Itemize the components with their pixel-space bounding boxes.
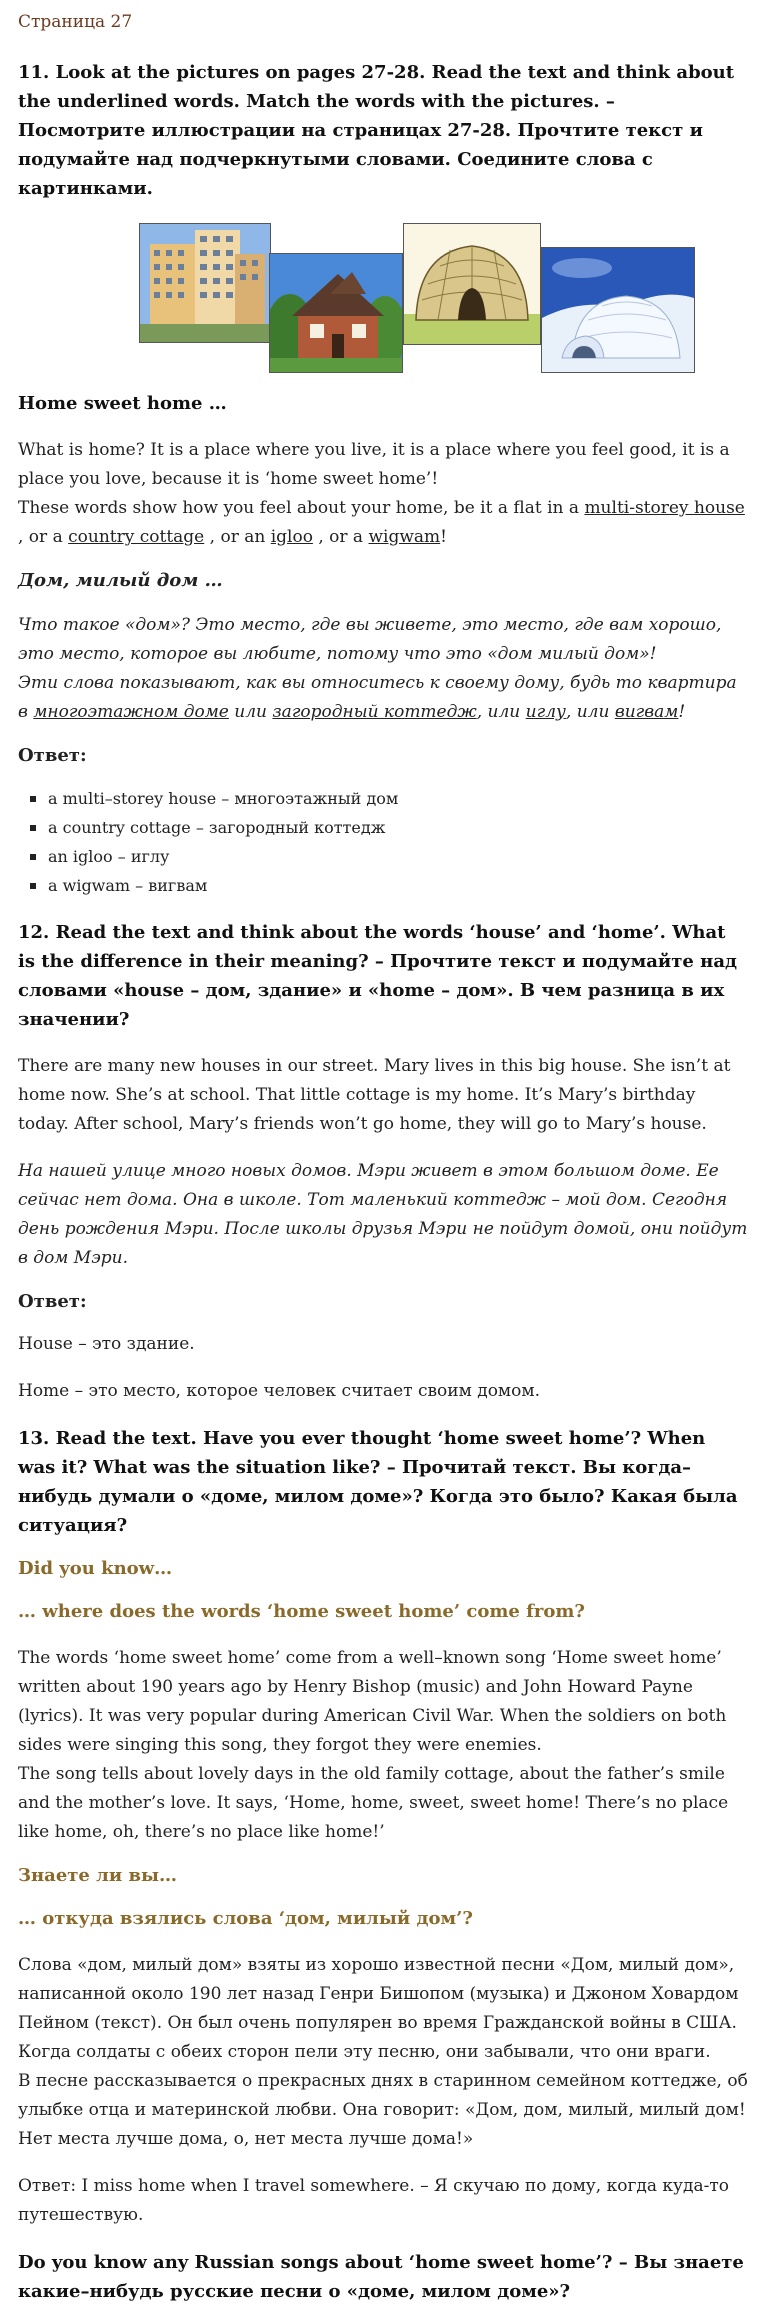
text-en-line-2d: , or a xyxy=(312,527,369,547)
task-13-text-ru-2: В песне рассказывается о прекрасных днях в старинном семейном коттедже, об улыбке отца и материнской любви. Она говорит: «Дом, дом, милый, милый дом! Нет места лучше дома, о, нет места лучше дома!» xyxy=(18,2071,748,2149)
underlined-ru-2: загородный коттедж xyxy=(272,702,477,722)
task-11-heading: 11. Look at the pictures on pages 27-28. Read the text and think about the underlined words. Match the words with the pictures. – Посмотрите иллюстрации на страницах 27-28. Прочтите текст и подумайте над подчеркнутыми словами. Соедините слова с картинками. xyxy=(18,62,735,199)
text-en-line-2b: , or a xyxy=(18,527,69,547)
text-ru-line-2e: ! xyxy=(678,702,686,722)
text-en-line-2e: ! xyxy=(440,527,447,547)
underlined-wigwam: wigwam xyxy=(368,527,441,547)
list-item: a wigwam – вигвам xyxy=(48,871,748,900)
list-item: a multi–storey house – многоэтажный дом xyxy=(48,784,748,813)
task-12-heading: 12. Read the text and think about the words ‘house’ and ‘home’. What is the difference in their meaning? – Прочтите текст и подумайте над словами «house – дом, здание» и «home – дом». В чем разница в их значении? xyxy=(18,922,737,1030)
answer-list-11 xyxy=(18,784,748,900)
task-12-text-en: There are many new houses in our street. Mary lives in this big house. She isn’t at home now. She’s at school. That little cottage is my home. It’s Mary’s birthday today. After school, Mary’s friends won’t go home, they will go to Mary’s house. xyxy=(18,1056,731,1134)
underlined-igloo: igloo xyxy=(270,527,313,547)
text-en-line-2a: These words show how you feel about your home, be it a flat in a xyxy=(18,498,585,518)
underlined-ru-4: вигвам xyxy=(614,702,679,722)
multi-storey-house-picture xyxy=(139,223,271,343)
text-en-line-2c: , or an xyxy=(204,527,271,547)
task-14-heading: Do you know any Russian songs about ‘home sweet home’? – Вы знаете какие–нибудь русские песни о «доме, милом доме»? xyxy=(18,2252,744,2302)
list-item: an igloo – иглу xyxy=(48,842,748,871)
text-en-paragraph xyxy=(18,436,748,552)
text-ru-line-2b: или xyxy=(228,702,273,722)
text-ru-paragraph xyxy=(18,611,748,727)
task-13-text-en-1: The words ‘home sweet home’ come from a well–known song ‘Home sweet home’ written about 190 years ago by Henry Bishop (music) and John Howard Payne (lyrics). It was very popular during American Civil War. When the soldiers on both sides were singing this song, they forgot they were enemies. xyxy=(18,1648,727,1755)
wigwam-picture xyxy=(403,223,541,345)
igloo-picture xyxy=(541,247,695,373)
answer-label-12: Ответ: xyxy=(18,1291,87,1312)
did-you-know-heading: Did you know… xyxy=(18,1558,173,1579)
text-ru-line-2a: Эти слова показывают, как вы относитесь к своему дому, будь то квартира в xyxy=(18,673,737,722)
underlined-ru-1: многоэтажном доме xyxy=(33,702,229,722)
otkuda-heading: … откуда взялись слова ‘дом, милый дом’? xyxy=(18,1908,473,1929)
task-12-answer-2: Home – это место, которое человек считает своим домом. xyxy=(18,1381,541,1401)
underlined-ru-3: иглу xyxy=(525,702,566,722)
text-ru-line-1: Что такое «дом»? Это место, где вы живете, это место, где вам хорошо, это место, которое вы любите, потому что это «дом милый дом»! xyxy=(18,615,722,664)
underlined-country-cottage: country cottage xyxy=(68,527,205,547)
task-13-text-en-2: The song tells about lovely days in the old family cottage, about the father’s smile and the mother’s love. It says, ‘Home, home, sweet, sweet home! There’s no place like home, oh, there’s no place like home!’ xyxy=(18,1764,729,1842)
text-ru-line-2c: , или xyxy=(476,702,526,722)
text-ru-line-2d: , или xyxy=(565,702,615,722)
page-label: Страница 27 xyxy=(18,12,133,32)
task-13-text-en xyxy=(18,1644,748,1847)
list-item: a country cottage – загородный коттедж xyxy=(48,813,748,842)
pictures-strip xyxy=(73,221,693,371)
where-from-heading: … where does the words ‘home sweet home’ come from? xyxy=(18,1601,585,1622)
text-title-ru: Дом, милый дом … xyxy=(18,570,223,591)
task-12-answer-1: House – это здание. xyxy=(18,1334,195,1354)
task-13-heading: 13. Read the text. Have you ever thought ‘home sweet home’? When was it? What was the situation like? – Прочитай текст. Вы когда–нибудь думали о «доме, милом доме»? Когда это было? Какая была ситуация? xyxy=(18,1428,738,1536)
task-13-text-ru-1: Слова «дом, милый дом» взяты из хорошо известной песни «Дом, милый дом», написанной около 190 лет назад Генри Бишопом (музыка) и Джоном Ховардом Пейном (текст). Он был очень популярен во время Гражданской войны в США. Когда солдаты с обеих сторон пели эту песню, они забывали, что они враги. xyxy=(18,1955,739,2062)
task-12-text-ru: На нашей улице много новых домов. Мэри живет в этом большом доме. Ее сейчас нет дома. Она в школе. Тот маленький коттедж – мой дом. Сегодня день рождения Мэри. После школы друзья Мэри не пойдут домой, они пойдут в дом Мэри. xyxy=(18,1161,748,1268)
country-cottage-picture xyxy=(269,253,403,373)
task-13-answer: Ответ: I miss home when I travel somewhere. – Я скучаю по дому, когда куда-то путешествую. xyxy=(18,2176,729,2225)
text-en-line-1: What is home? It is a place where you live, it is a place where you feel good, it is a place you love, because it is ‘home sweet home’! xyxy=(18,440,730,489)
znaete-heading: Знаете ли вы… xyxy=(18,1865,178,1886)
answer-label-11: Ответ: xyxy=(18,745,87,766)
underlined-multi-storey-house: multi-storey house xyxy=(584,498,745,518)
text-title-en: Home sweet home … xyxy=(18,393,227,414)
task-13-text-ru xyxy=(18,1951,748,2154)
